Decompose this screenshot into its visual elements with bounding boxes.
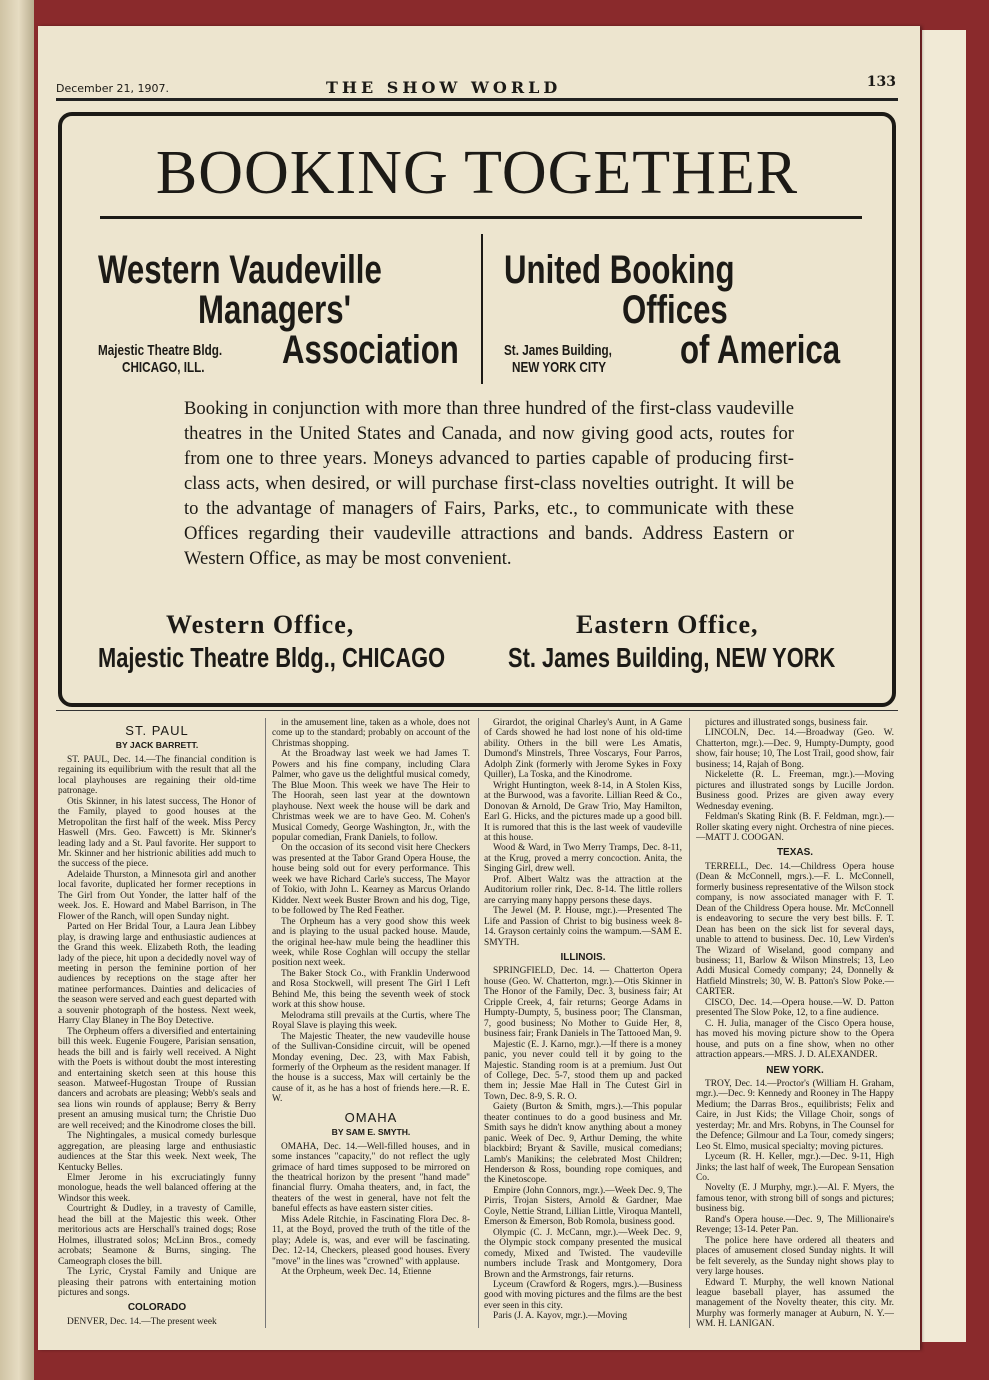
article-paragraph: SPRINGFIELD, Dec. 14. — Chatterton Opera house (Geo. W. Chatterton, mgr.).—Otis Skinner in The Honor of the Family, Dec. 3, business fair; At Cripple Creek, 4, fair returns; George Adams in Humpty-Dumpty, 5, business poor; The Clansman, 7, good business; No Mother to Guide Her, 8, business fair; Frank Daniels in The Tattooed Man, 9. — [484, 966, 682, 1040]
article-paragraph: Parted on Her Bridal Tour, a Laura Jean Libbey play, is drawing large and enthusiastic audiences at the Grand this week. Elizabeth Roth, the leading lady of the piece, hit upon a decidedly novel way of meeting in person the feminine portion of her audiences by receptions on the stage after her matinee performances. Dainties and delicacies of the season were served and each guest departed with a souvenir photograph of the hostess. Next week, Harry Clay Blaney in The Boy Detective. — [58, 922, 256, 1027]
united-name-line3: of America — [680, 328, 841, 372]
western-address-line1: Majestic Theatre Bldg. — [98, 342, 223, 359]
united-address-line2: NEW YORK CITY — [512, 359, 607, 376]
article-paragraph: CISCO, Dec. 14.—Opera house.—W. D. Patton presented The Slow Poke, 12, to a fine audience. — [696, 997, 894, 1019]
article-paragraph: Feldman's Skating Rink (B. F. Feldman, mgr.).—Roller skating every night. Orchestra of nine pieces.—MATT J. COOGAN. — [696, 812, 894, 843]
article-paragraph: The Orpheum offers a diversified and entertaining bill this week. Eugenie Fougere, Parisian sensation, heads the bill and is fairly well received. A Night with the Poets is without doubt the most interesting and entertaining sketch seen at this house this season. Matweef-Hugostan Troupe of Russian dancers and acrobats are pleasing; Webb's seals and sea lions win rounds of applause; Berry & Berry present an amusing musical turn; the Christie Duo are well received; and the Kinodrome closes the bill. — [58, 1026, 256, 1131]
article-paragraph: Edward T. Murphy, the well known National league baseball player, has assumed the management of the Novelty theater, this city. Mr. Murphy was formerly manager at Auburn, N. Y.—WM. H. LANIGAN. — [696, 1277, 894, 1330]
column-1 — [58, 718, 256, 1338]
article-paragraph: The Nightingales, a musical comedy burlesque aggregation, are pleasing large and enthusiastic audiences at the Star this week. Next week, The Kentucky Belles. — [58, 1131, 256, 1173]
newspaper-page — [38, 26, 920, 1350]
article-paragraph: Gaiety (Burton & Smith, mgrs.).—This popular theater continues to do a good business and Mr. Smith says he didn't know anything about a money panic. Week of Dec. 9, Arthur Deming, the white blackbird; Bryant & Saville, musical comedians; Lamb's Manikins; the celebrated Most Children; Henderson & Ross, bounding rope comiques, and the Kinetoscope. — [484, 1102, 682, 1186]
article-paragraph: Nickelette (R. L. Freeman, mgr.).—Moving pictures and illustrated songs by Lucille Jordon. Business good. Prizes are given away every Wednesday evening. — [696, 770, 894, 812]
article-paragraph: OMAHA, Dec. 14.—Well-filled houses, and in some instances "capacity," do not reflect the ugly grimace of hard times supposed to be mirrored on the theatrical horizon by the present "hand made" financial flurry. Omaha theaters, and, in fact, the theaters of the west in general, have not felt the baneful effects as have eastern sister cities. — [272, 1141, 470, 1215]
article-paragraph: Lyceum (Crawford & Rogers, mgrs.).—Business good with moving pictures and the films are the best ever seen in this city. — [484, 1280, 682, 1311]
western-office-label: Western Office, — [166, 610, 355, 639]
column-separator — [478, 718, 479, 1328]
section-heading: NEW YORK. — [766, 1064, 824, 1076]
united-address-line1: St. James Building, — [504, 342, 612, 359]
article-paragraph: Majestic (E. J. Karno, mgr.).—If there is a money panic, you never could tell it by going to the Majestic. Standing room is at a premium. Just Out of College, Dec. 5-7, stood them up and packed them in; Jessie Mae Hall in The Cutest Girl in Town, Dec. 8-9, S. R. O. — [484, 1039, 682, 1102]
article-paragraph: LINCOLN, Dec. 14.—Broadway (Geo. W. Chatterton, mgr.).—Dec. 9, Humpty-Dumpty, good show, fair house; 10, The Lost Trail, good show, fair business; 14, Rajah of Bong. — [696, 728, 894, 770]
article-paragraph: Melodrama still prevails at the Curtis, where The Royal Slave is playing this week. — [272, 1010, 470, 1032]
article-paragraph: Miss Adele Ritchie, in Fascinating Flora Dec. 8-11, at the Boyd, proved the truth of the title of the play; Adele is, was, and ever will be fascinating. Dec. 12-14, Checkers, pleased good houses. Every "move" in the lines was "crowned" with applause. — [272, 1214, 470, 1267]
article-paragraph: At the Orpheum, week Dec. 14, Etienne — [281, 1267, 432, 1278]
united-name-line2: Offices — [622, 288, 728, 332]
western-name-line3: Association — [282, 328, 459, 372]
article-paragraph: Wright Huntington, week 8-14, in A Stolen Kiss, at the Burwood, was a favorite. Lillian Reed & Co., Donovan & Arnold, De Graw Trio, May Hamilton, Earl G. Hicks, and the pictures made up a good bill. It is rumored that this is the last week of vaudeville at this house. — [484, 780, 682, 843]
column-separator — [265, 718, 266, 1328]
article-paragraph: Paris (J. A. Kayov, mgr.).—Moving — [493, 1311, 628, 1322]
next-page-edge — [922, 30, 966, 1342]
article-paragraph: DENVER, Dec. 14.—The present week — [67, 1316, 217, 1327]
column-separator — [689, 718, 690, 1328]
section-heading: ILLINOIS. — [560, 951, 606, 963]
column-2 — [272, 718, 470, 1338]
ad-title: BOOKING TOGETHER — [155, 139, 799, 207]
column-3 — [484, 718, 682, 1338]
section-heading: TEXAS. — [776, 847, 814, 859]
article-paragraph: ST. PAUL, Dec. 14.—The financial condition is regaining its equilibrium with the result that all the local playhouses are regaining their old-time patronage. — [58, 754, 256, 797]
article-paragraph: Wood & Ward, in Two Merry Tramps, Dec. 8-11, at the Krug, proved a merry concoction. Anita, the Singing Girl, drew well. — [484, 843, 682, 875]
ad-title-rule — [100, 216, 862, 219]
article-paragraph: The Baker Stock Co., with Franklin Underwood and Rosa Stockwell, will present The Girl I Left Behind Me, this being the seventh week of stock work at this show house. — [272, 968, 470, 1011]
article-paragraph: pictures and illustrated songs, business fair. — [705, 718, 868, 728]
column-4 — [696, 718, 894, 1338]
western-address-line2: CHICAGO, ILL. — [122, 359, 205, 376]
article-paragraph: Novelty (E. J Murphy, mgr.).—Al. F. Myers, the famous tenor, with strong bill of songs and pictures; business big. — [696, 1183, 894, 1215]
western-name-line2: Managers' — [198, 288, 352, 332]
article-paragraph: Elmer Jerome in his excruciatingly funny monologue, heads the well balanced offering at the Windsor this week. — [58, 1173, 256, 1204]
article-paragraph: At the Broadway last week we had James T. Powers and his fine company, including Clara Palmer, who gave us the delightful musical comedy, The Blue Moon. This week we have The Heir to The Hoorah, seen last year at the downtown playhouse. Next week the house will be dark and Christmas week we are to have Geo. M. Cohen's Musical Comedy, George Washington, Jr., with the popular comedian, Frank Daniels, to follow. — [272, 749, 470, 843]
article-paragraph: Lyceum (R. H. Keller, mgr.).—Dec. 9-11, High Jinks; the last half of week, The European Sensation Co. — [696, 1152, 894, 1184]
article-paragraph: Courtright & Dudley, in a travesty of Camille, head the bill at the Majestic this week. Other meritorious acts are Herschall's trained dogs; Rose Holmes, illustrated solos; McLinn Bros., comedy acrobats; Seamone & Burns, singing. The Cameograph closes the bill. — [58, 1204, 256, 1267]
section-heading: ST. PAUL — [125, 723, 189, 738]
article-paragraph: On the occasion of its second visit here Checkers was presented at the Tabor Grand Opera House, the house being sold out for every performance. This week we have Richard Carle's success, The Mayor of Tokio, with John L. Kearney as Marcus Orlando Kidder. Next week Buster Brown and his dog, Tige, to be followed by The Red Feather. — [272, 843, 470, 917]
article-paragraph: The Orpheum has a very good show this week and is playing to the usual packed house. Maude, the original hee-haw mule being the headliner this week, while Rose Coghlan will occupy the stellar position next week. — [272, 916, 470, 969]
article-paragraph: Empire (John Connors, mgr.).—Week Dec. 9, The Pirris, Trojan Sisters, Arnold & Gardner, Mae Coyle, Nettie Strand, Lillian Little, Viroqua Mantell, Emerson & Emerson, Bob Romola, business good. — [484, 1185, 682, 1228]
article-paragraph: The Majestic Theater, the new vaudeville house of the Sullivan-Considine circuit, will be opened Monday evening, Dec. 23, with Max Fabish, formerly of the Orpheum as the resident manager. If the house is a success, Max will certainly be the cause of it, as he has a host of friends here.—R. E. W. — [272, 1031, 470, 1105]
article-paragraph: TERRELL, Dec. 14.—Childress Opera house (Dean & McConnell, mgrs.).—F. L. McConnell, formerly business representative of the Wilson stock company, is now associated manager with F. T. Dean of the Childress Opera house. Mr. McConnell is endeavoring to secure the very best bills. F. T. Dean has been on the sick list for several days, unable to attend to business. Dec. 10, Lew Virden's The Wizard of Wiseland, good company and business; 11, Barlow & Wilson Minstrels; 13, Leo Addi Musical Comedy company; 24, Donnelly & Hatfield Minstrels; 30, W. B. Patton's Slow Poke.—CARTER. — [696, 861, 894, 998]
byline: BY SAM E. SMYTH. — [331, 1127, 411, 1138]
section-heading: OMAHA — [344, 1109, 398, 1125]
article-paragraph: Girardot, the original Charley's Aunt, in A Game of Cards showed he had lost none of his old-time ability. Others in the bill were Les Amatis, Dumond's Minstrels, Three Voscarys, Four Parros, Adolph Zink (formerly with Jerome Sykes in Foxy Quiller), La Toska, and the Kinodrome. — [484, 718, 682, 781]
article-paragraph: TROY, Dec. 14.—Proctor's (William H. Graham, mgr.).—Dec. 9: Kennedy and Rooney in The Happy Medium; the Darras Bros., equilibrists; Felix and Caire, in Just Kids; the Village Choir, songs of yesterday; Mr. and Mrs. Robyns, in The Counsel for the Defence; Gilmour and La Tour, comedy singers; Leo St. Elmo, musical specialty; moving pictures. — [696, 1078, 894, 1152]
body-top-rule — [56, 710, 898, 711]
header-date: December 21, 1907. — [56, 82, 170, 95]
eastern-office-label: Eastern Office, — [576, 610, 759, 639]
article-paragraph: The Jewel (M. P. House, mgr.).—Presented The Life and Passion of Christ to big business week 8-14. Grayson certainly coins the wampum.—SAM E. SMYTH. — [484, 906, 682, 948]
article-paragraph: Otis Skinner, in his latest success, The Honor of the Family, played to good houses at the Metropolitan the first half of the week. Miss Percy Haswell (Mrs. Geo. Fawcett) is Mr. Skinner's leading lady and a St. Paul favorite. Her support to Mr. Skinner and her histrionic abilities add much to the success of the piece. — [58, 796, 256, 870]
header-title: THE SHOW WORLD — [326, 78, 562, 97]
western-office-address: Majestic Theatre Bldg., CHICAGO — [98, 642, 446, 673]
article-paragraph: C. H. Julia, manager of the Cisco Opera house, has moved his moving picture show to the Opera house, and puts on a fine show, when no other attraction appears.—MRS. J. D. ALEXANDER. — [696, 1018, 894, 1061]
united-name-line1: United Booking — [504, 248, 735, 292]
article-paragraph: in the amusement line, taken as a whole, does not come up to the standard; probably on account of the Christmas shopping. — [272, 718, 470, 749]
article-paragraph: The Lyric, Crystal Family and Unique are pleasing their patrons with entertaining motion pictures and songs. — [58, 1267, 256, 1299]
ad-column-divider — [481, 234, 483, 384]
article-paragraph: Prof. Albert Waltz was the attraction at the Auditorium roller rink, Dec. 8-14. The little rollers are carrying many happy persons these days. — [484, 874, 682, 906]
header-rule — [56, 98, 898, 101]
article-paragraph: Rand's Opera house.—Dec. 9, The Millionaire's Revenge; 13-14. Peter Pan. — [696, 1214, 894, 1236]
eastern-office-address: St. James Building, NEW YORK — [508, 642, 836, 673]
article-paragraph: The police here have ordered all theaters and places of amusement closed Sunday nights. It will be felt severely, as the Sunday night shows play to very large houses. — [696, 1235, 894, 1278]
ad-body-text: Booking in conjunction with more than three hundred of the first-class vaudeville theatres in the United States and Canada, and now giving good acts, routes for from one to three years. Moneys advanced to parties capable of producing first-class acts, when desired, or will purchase first-class novelties outright. It will be to the advantage of managers of Fairs, Parks, etc., to communicate with these Offices regarding their vaudeville attractions and bands. Address Eastern or Western Office, as may be most convenient. — [184, 398, 794, 569]
article-paragraph: Olympic (C. J. McCann, mgr.).—Week Dec. 9, the Olympic stock company presented the musical comedy, Mixed and Twisted. The vaudeville numbers include Trask and Montgomery, Dora Brown and the Armstrongs, fair returns. — [484, 1227, 682, 1280]
previous-page-edge — [0, 0, 34, 1380]
section-heading: COLORADO — [127, 1302, 187, 1314]
booking-together-ad — [58, 112, 896, 707]
article-paragraph: Adelaide Thurston, a Minnesota girl and another local favorite, duplicated her former receptions in The Girl from Out Yonder, the latter half of the week. Jos. E. Howard and Mabel Barrison, in The Flower of the Ranch, will open Sunday night. — [58, 869, 256, 922]
western-name-line1: Western Vaudeville — [98, 248, 382, 292]
byline: BY JACK BARRETT. — [115, 740, 199, 751]
header-page-number: 133 — [866, 74, 896, 90]
